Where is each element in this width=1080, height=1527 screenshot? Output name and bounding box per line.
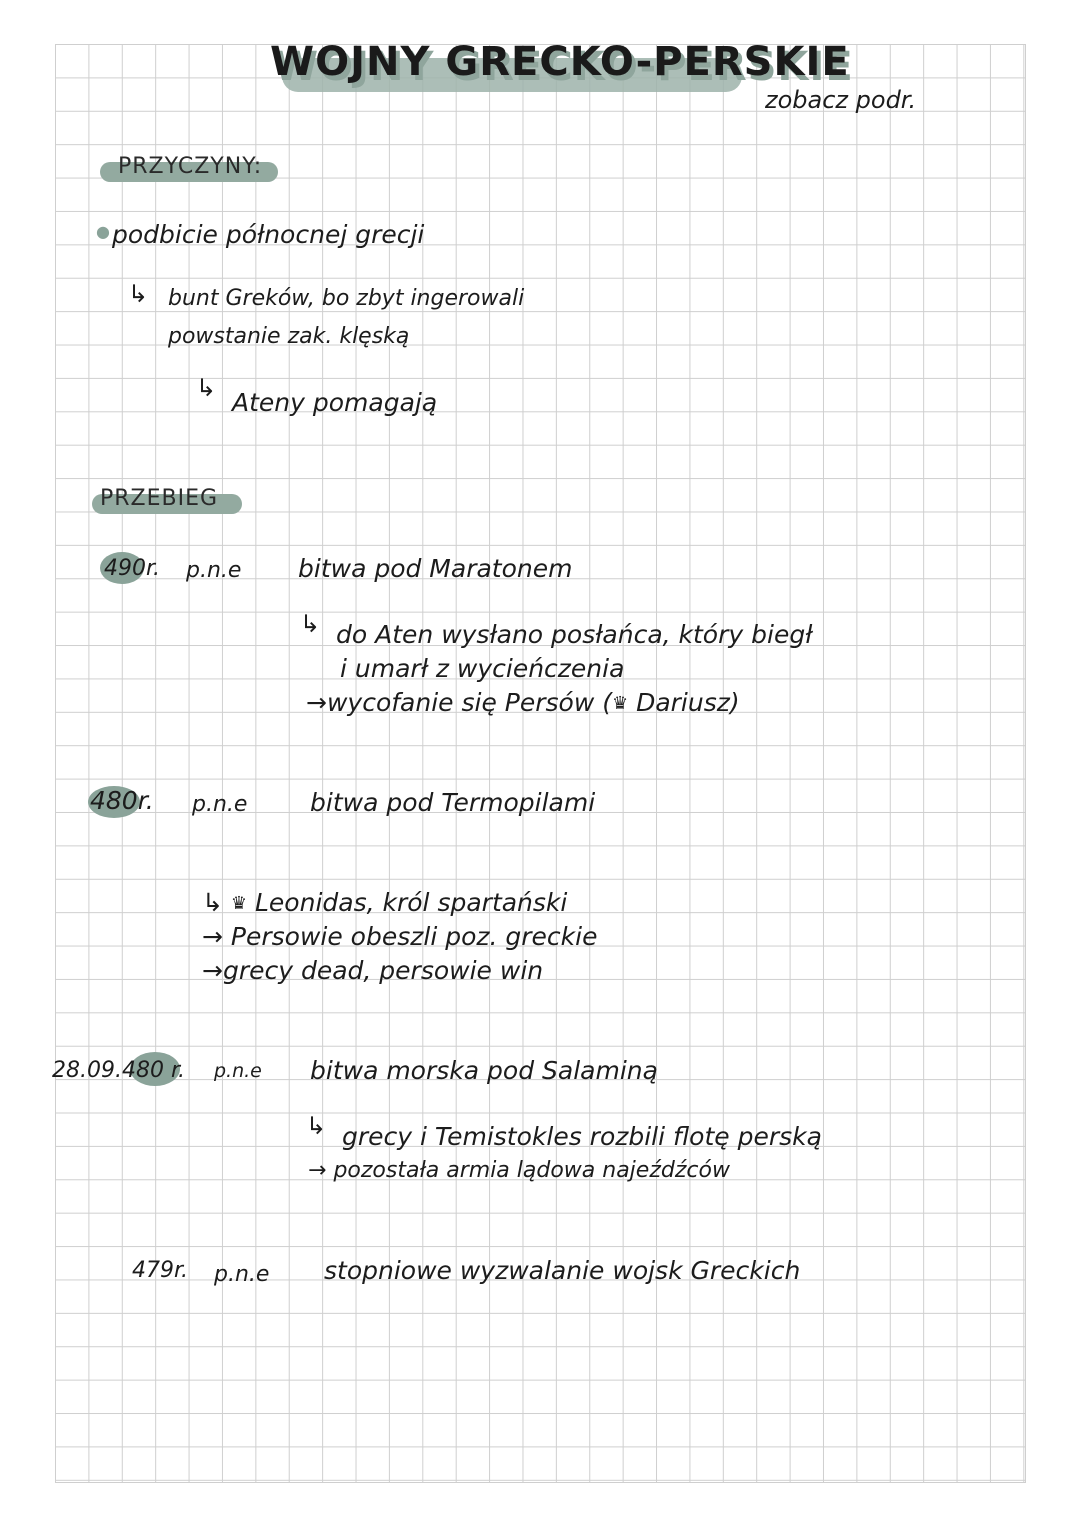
crown-icon: ♛ (230, 893, 248, 914)
return-arrow-icon: ↳ (128, 280, 149, 308)
event-name: bitwa pod Termopilami (310, 788, 596, 817)
cause-sub2: Ateny pomagają (232, 388, 438, 417)
event-year: 480r. (90, 786, 154, 815)
return-arrow-icon: ↳ (202, 888, 223, 917)
event-detail: ↳ ♛ Leonidas, król spartański (202, 888, 568, 917)
arrow-right-icon: → (202, 956, 223, 985)
event-detail: →wycofanie się Persów (♛ Dariusz) (306, 688, 740, 717)
event-name: stopniowe wyzwalanie wojsk Greckich (324, 1256, 801, 1285)
page-title: WOJNY GRECKO-PERSKIE (270, 39, 850, 85)
arrow-right-icon: → (202, 922, 223, 951)
event-detail: do Aten wysłano posłańca, który biegł (336, 620, 813, 649)
event-era: p.n.e (192, 792, 248, 817)
arrow-right-icon: → (308, 1158, 327, 1183)
return-arrow-icon: ↳ (300, 610, 321, 638)
return-arrow-icon: ↳ (196, 374, 217, 402)
event-name: bitwa morska pod Salaminą (310, 1056, 658, 1085)
cause-sub1-line2: powstanie zak. klęską (168, 324, 410, 349)
event-era: p.n.e (214, 1262, 270, 1287)
cause-sub1-line1: bunt Greków, bo zbyt ingerowali (168, 286, 525, 311)
bullet-icon: ● (96, 222, 110, 241)
causes-heading: PRZYCZYNY: (118, 154, 263, 179)
event-detail: → Persowie obeszli poz. greckie (202, 922, 598, 951)
event-detail: → pozostała armia lądowa najeźdźców (308, 1158, 730, 1183)
event-year: 479r. (132, 1258, 189, 1283)
arrow-right-icon: → (306, 688, 327, 717)
event-date: 28.09.480 r. (52, 1058, 186, 1083)
reference-note: zobacz podr. (765, 86, 917, 114)
event-detail: →grecy dead, persowie win (202, 956, 544, 985)
event-era: p.n.e (186, 558, 242, 583)
return-arrow-icon: ↳ (306, 1112, 327, 1140)
event-name: bitwa pod Maratonem (298, 554, 573, 583)
crown-icon: ♛ (611, 693, 629, 714)
course-heading: PRZEBIEG (100, 486, 219, 511)
event-detail: i umarł z wycieńczenia (340, 654, 625, 683)
cause-bullet: podbicie północnej grecji (112, 220, 425, 249)
event-year: 490r. (104, 556, 161, 581)
event-era: p.n.e (214, 1060, 262, 1082)
event-detail: grecy i Temistokles rozbili flotę perską (342, 1122, 822, 1151)
